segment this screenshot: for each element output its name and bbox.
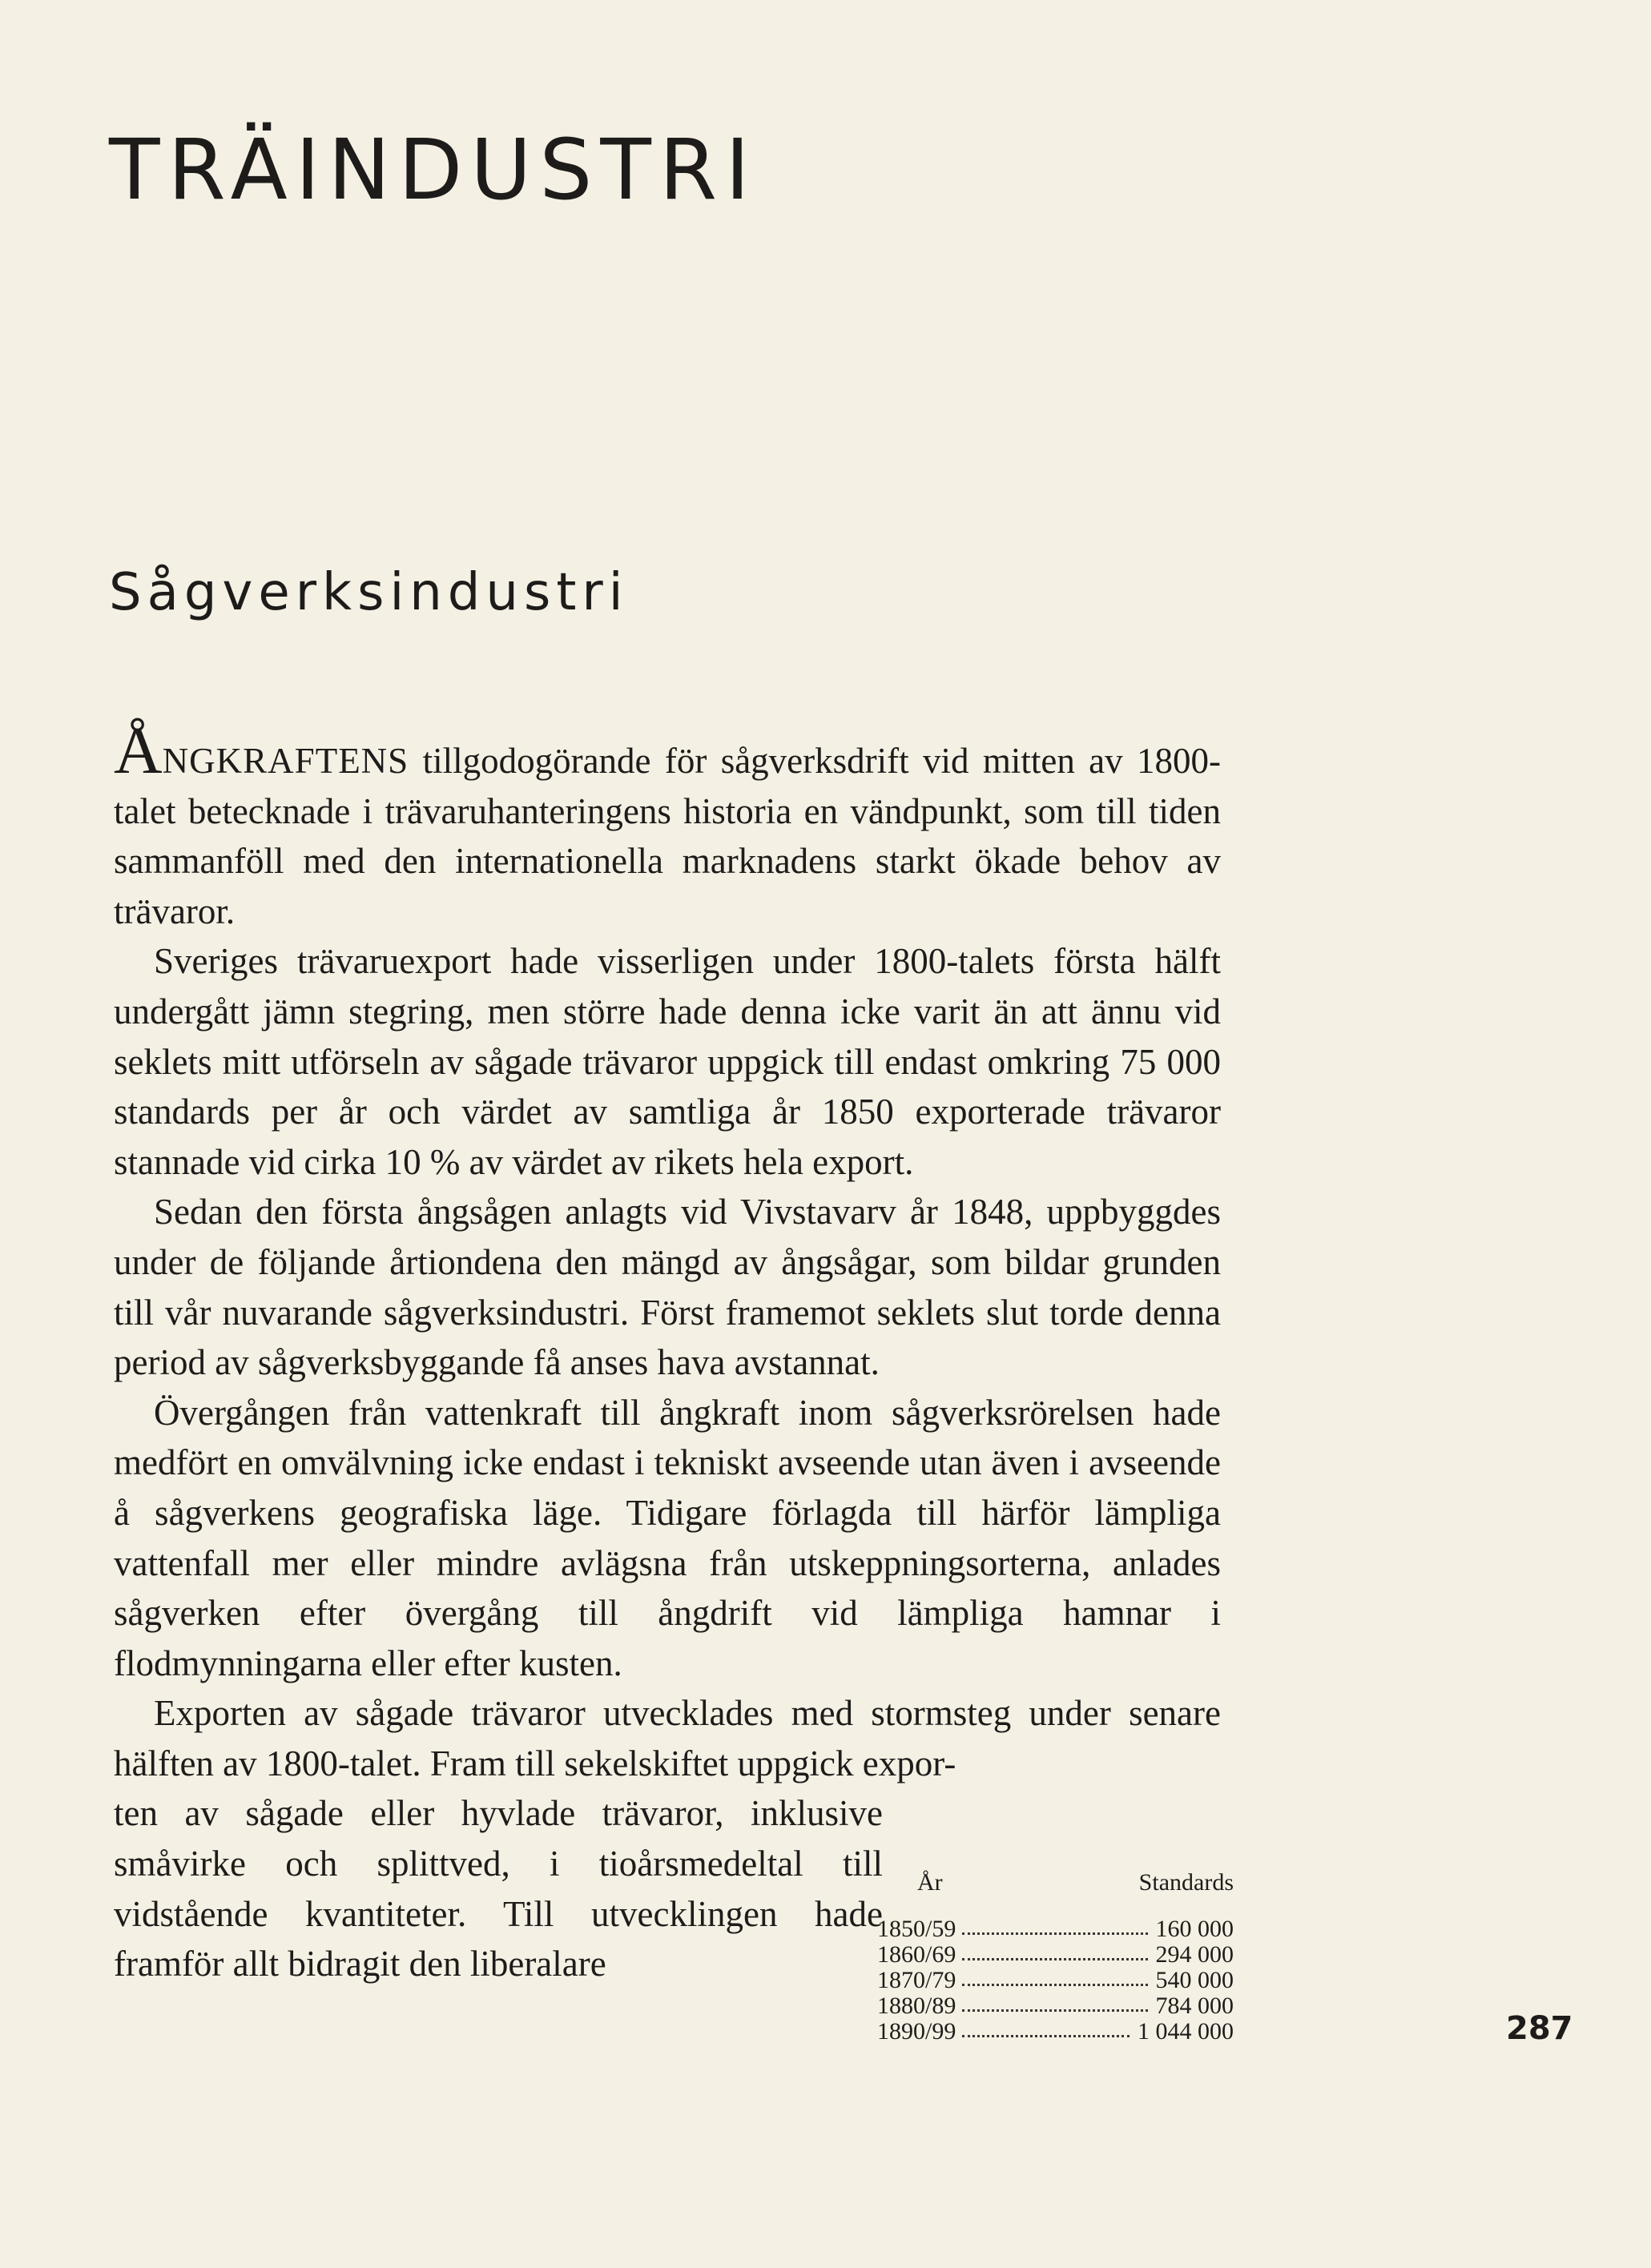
table-row: [877, 2019, 1234, 2045]
paragraph-1: [114, 714, 1221, 936]
table-header: [877, 1870, 1234, 1896]
paragraph-3: Sedan den första ångsågen anlagts vid Vivstavarv år 1848, uppbyggdes under de följande årtiondena den mängd av ångsågar, som bildar grunden till vår nuvarande sågverksindustri. Först framemot seklets slut torde denna period av sågverksbyggande få anses hava avstannat.: [114, 1192, 1221, 1383]
table-cell-year: 1890/99: [877, 2018, 956, 2045]
section-title: Sågverksindustri: [109, 563, 629, 622]
table-row: [877, 1993, 1234, 2019]
table-cell-year: 1860/69: [877, 1941, 956, 1968]
export-table: [877, 1870, 1234, 2045]
drop-cap: Å: [114, 714, 163, 788]
table-row: [877, 1968, 1234, 1993]
paragraph-1-text: tillgodogörande för sågverksdrift vid mitten av 1800-talet betecknade i trävaruhanteringens historia en vändpunkt, som till tiden sammanföll med den internationella marknadens starkt ökade behov av trävaror.: [114, 741, 1221, 931]
paragraph-5-continued: ten av sågade eller hyvlade trävaror, inklusive småvirke och splittved, i tioårsmedeltal till vidstående kvantiteter. Till utvecklingen hade framför allt bidragit den liberalare: [114, 1793, 883, 1984]
dot-leader: [962, 1968, 1147, 1986]
table-cell-value: 1 044 000: [1138, 2018, 1234, 2045]
table-cell-value: 784 000: [1155, 1993, 1234, 2019]
table-cell-value: 540 000: [1155, 1967, 1234, 1993]
table-cell-value: 294 000: [1155, 1941, 1234, 1968]
table-cell-value: 160 000: [1155, 1916, 1234, 1942]
dot-leader: [962, 2019, 1130, 2037]
paragraph-2: Sveriges trävaruexport hade visserligen under 1800-talets första hälft undergått jämn stegring, men större hade denna icke varit än att ännu vid seklets mitt utförseln av sågade trävaror uppgick till endast omkring 75 000 standards per år och värdet av samtliga år 1850 exporterade trävaror stannade vid cirka 10 % av värdet av rikets hela export.: [114, 941, 1221, 1182]
table-cell-year: 1880/89: [877, 1993, 956, 2019]
table-cell-year: 1870/79: [877, 1967, 956, 1993]
paragraph-5: Exporten av sågade trävaror utvecklades med stormsteg under senare hälften av 1800-talet. Fram till sekelskiftet uppgick expor-: [114, 1693, 1221, 1783]
body-text: [114, 714, 1221, 1989]
dot-leader: [962, 1942, 1147, 1960]
small-caps-lead: NGKRAFTENS: [162, 741, 409, 781]
dot-leader: [962, 1916, 1147, 1935]
paragraph-4: Övergången från vattenkraft till ångkraft inom sågverksrörelsen hade medfört en omvälvning icke endast i tekniskt avseende utan även i avseende å sågverkens geografiska läge. Tidigare förlagda till härför lämpliga vattenfall mer eller mindre avlägsna från utskeppningsorterna, anlades sågverken efter övergång till ångdrift vid lämpliga hamnar i flodmynningarna eller efter kusten.: [114, 1392, 1221, 1683]
table-row: [877, 1916, 1234, 1942]
table-row: [877, 1942, 1234, 1968]
table-header-year: År: [917, 1869, 943, 1896]
page-title: TRÄINDUSTRI: [109, 121, 758, 219]
table-header-standards: Standards: [1138, 1869, 1234, 1896]
dot-leader: [962, 1993, 1147, 2012]
table-cell-year: 1850/59: [877, 1916, 956, 1942]
page-number: 287: [1506, 2010, 1573, 2047]
